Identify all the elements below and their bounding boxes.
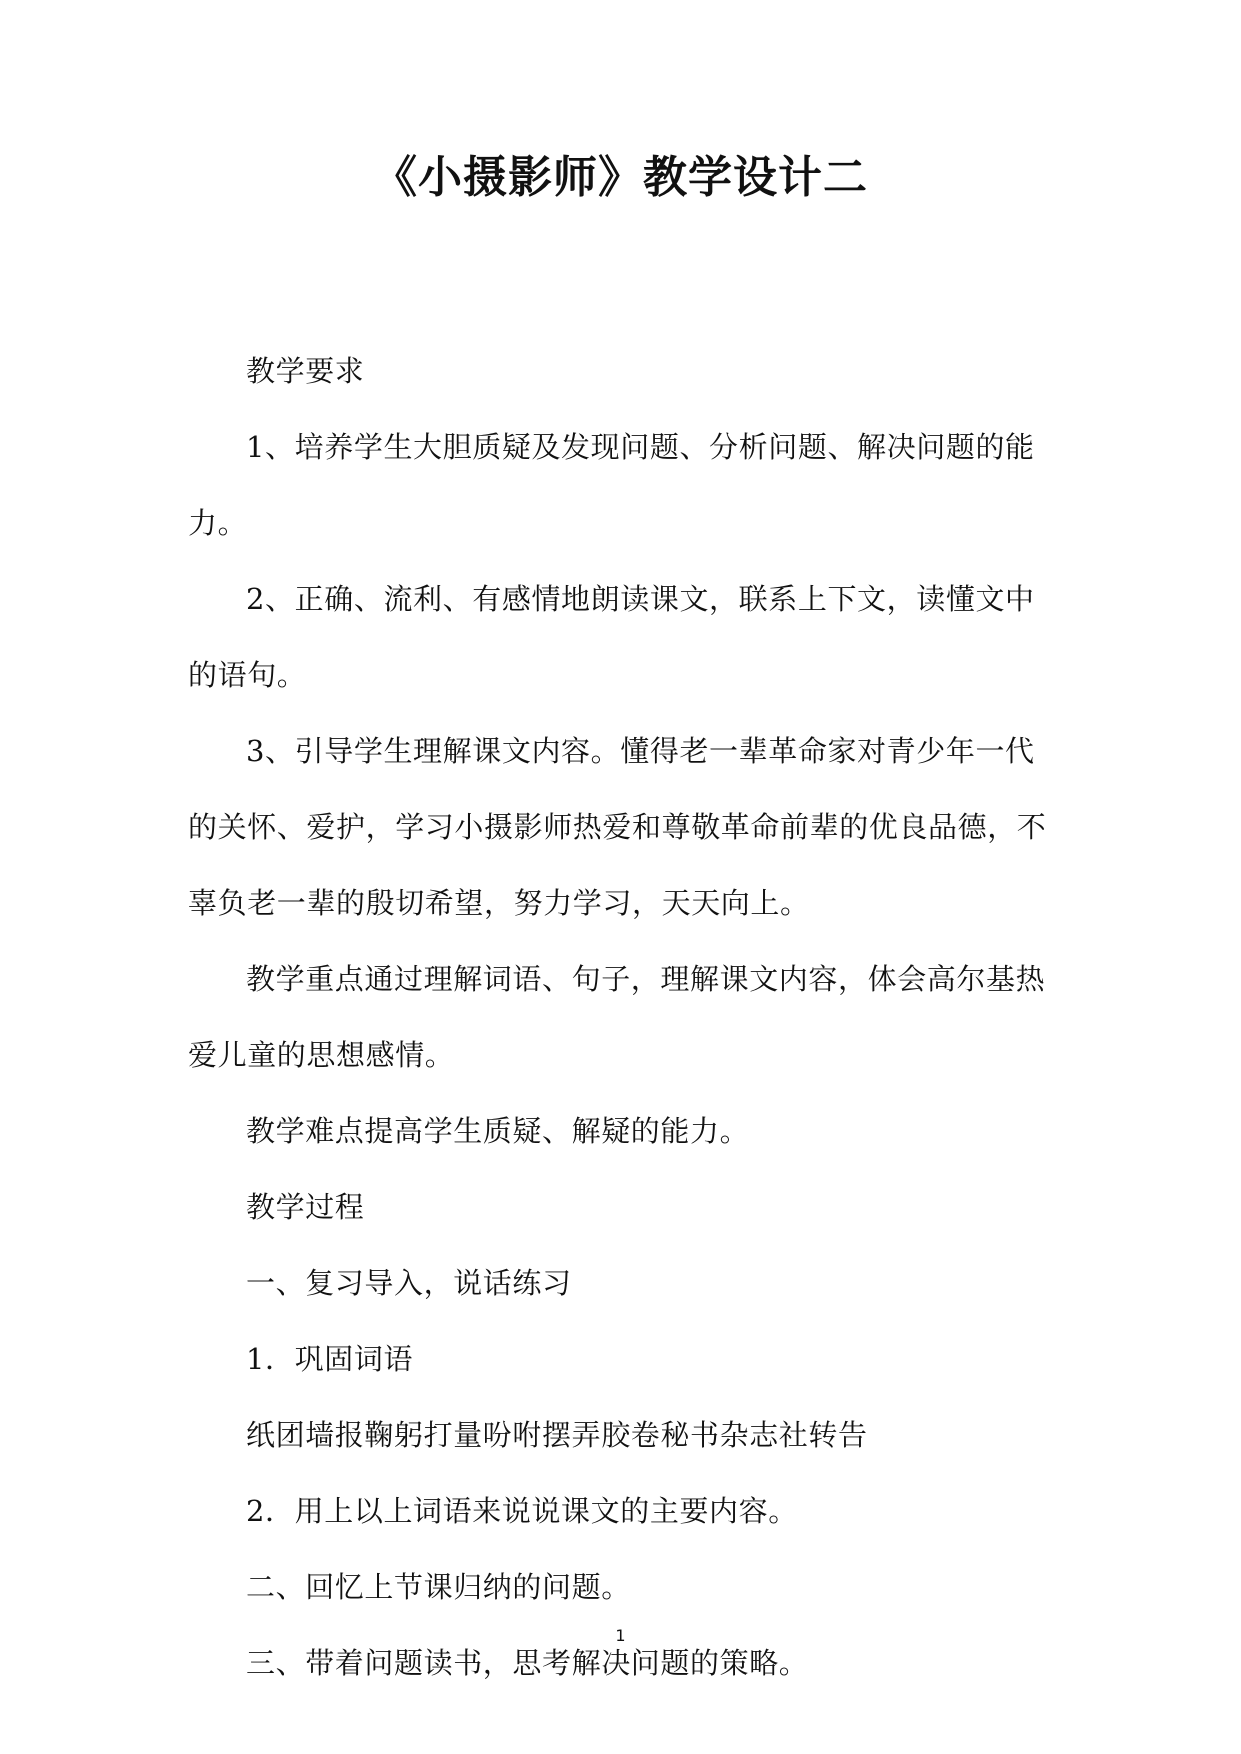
document-title: 《小摄影师》教学设计二	[373, 152, 868, 203]
document-body	[188, 333, 1054, 1701]
page-number: 1	[615, 1626, 626, 1645]
paragraph-section-2-heading: 二、回忆上节课归纳的问题。	[246, 1570, 631, 1604]
paragraph-section-3-heading: 三、带着问题读书，思考解决问题的策略。	[246, 1646, 809, 1680]
paragraph-step-1: 1．巩固词语	[246, 1342, 414, 1376]
paragraph-teaching-requirements-heading: 教学要求	[246, 354, 365, 388]
paragraph-step-2: 2．用上以上词语来说说课文的主要内容。	[246, 1494, 798, 1528]
paragraph-teaching-focus: 教学重点通过理解词语、句子，理解课文内容，体会高尔基热爱儿童的思想感情。	[188, 962, 1046, 1072]
paragraph-teaching-process-heading: 教学过程	[246, 1190, 365, 1224]
paragraph-requirement-2: 2、正确、流利、有感情地朗读课文，联系上下文，读懂文中的语句。	[188, 582, 1035, 692]
paragraph-vocabulary-list: 纸团墙报鞠躬打量吩咐摆弄胶卷秘书杂志社转告	[246, 1418, 868, 1452]
paragraph-section-1-heading: 一、复习导入，说话练习	[246, 1266, 572, 1300]
paragraph-requirement-3: 3、引导学生理解课文内容。懂得老一辈革命家对青少年一代的关怀、爱护，学习小摄影师热爱和尊敬革命前辈的优良品德，不辜负老一辈的殷切希望，努力学习，天天向上。	[188, 734, 1047, 920]
paragraph-requirement-1: 1、培养学生大胆质疑及发现问题、分析问题、解决问题的能力。	[188, 430, 1035, 540]
paragraph-teaching-difficulty: 教学难点提高学生质疑、解疑的能力。	[246, 1114, 750, 1148]
